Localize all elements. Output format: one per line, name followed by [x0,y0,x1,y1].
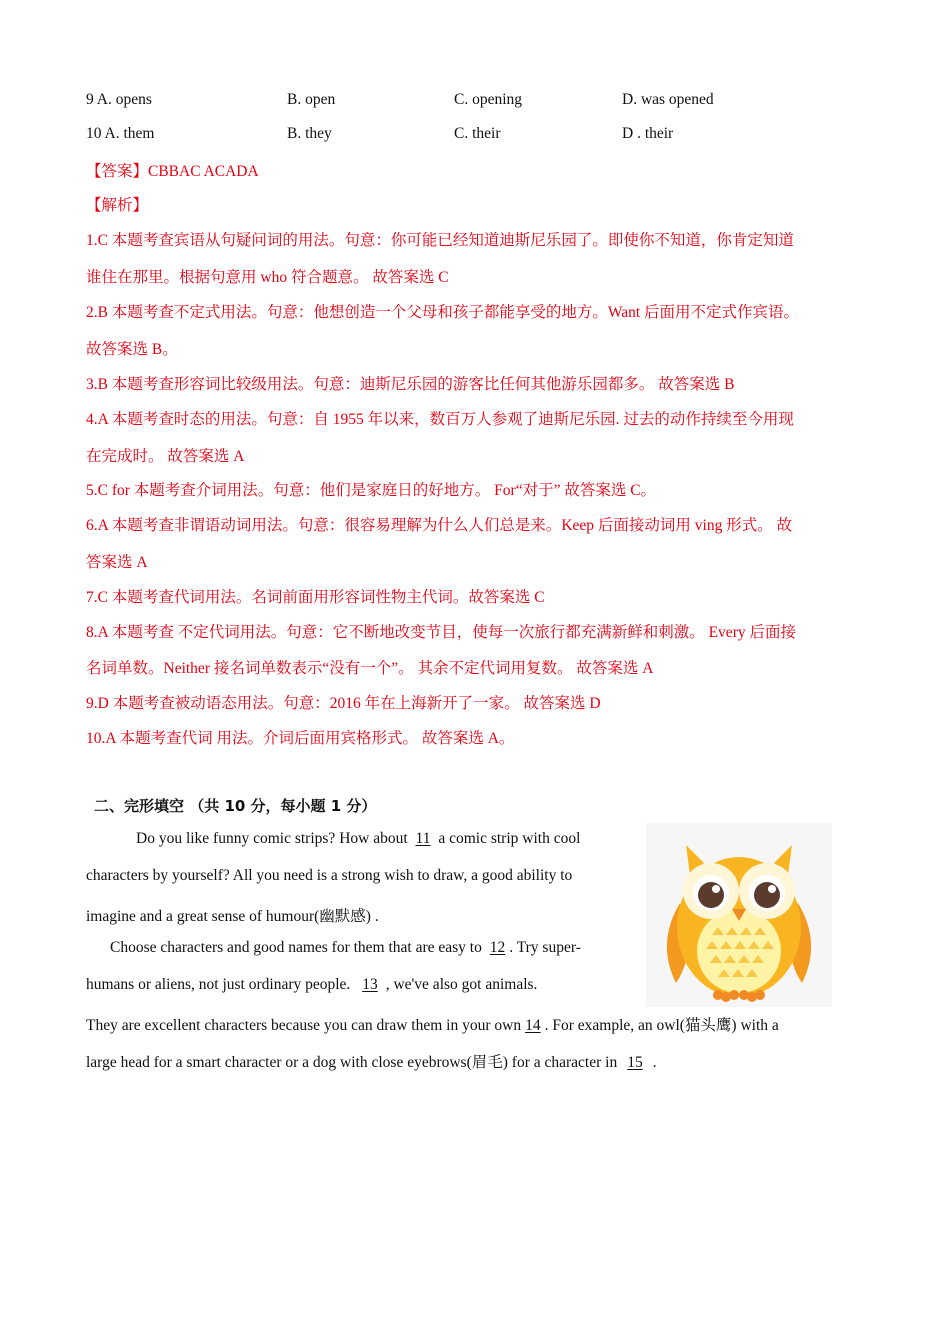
analysis-line: 1.C 本题考查宾语从句疑问词的用法。句意：你可能已经知道迪斯尼乐园了。即使你不知道，你肯定知道 [86,232,794,249]
passage-line: They are excellent characters because you can draw them in your own 14 . For example, an owl(猫头鹰) with a [86,1017,779,1034]
analysis-line: 10.A 本题考查代词 用法。介词后面用宾格形式。 故答案选 A。 [86,730,515,747]
blank-13[interactable]: 13 [362,976,378,993]
options-row-9 [86,91,866,113]
blank-14[interactable]: 14 [525,1017,541,1034]
passage-line: humans or aliens, not just ordinary people. 13 , we've also got animals. [86,976,538,993]
section-title: 二、完形填空 （共 10 分，每小题 1 分） [94,797,377,815]
option-c: C. opening [454,91,523,108]
analysis-line: 名词单数。Neither 接名词单数表示“没有一个”。 其余不定代词用复数。 故答案选 A [86,660,654,677]
analysis-line: 2.B 本题考查不定式用法。句意：他想创造一个父母和孩子都能享受的地方。Want 后面用不定式作宾语。 [86,304,800,321]
options-row-10 [86,125,866,147]
option-a: 10 A. them [86,125,155,142]
analysis-line: 7.C 本题考查代词用法。名词前面用形容词性物主代词。故答案选 C [86,589,545,606]
owl-icon [646,823,832,1007]
analysis-line: 8.A 本题考查 不定代词用法。句意：它不断地改变节目，使每一次旅行都充满新鲜和刺激。 Every 后面接 [86,624,796,641]
option-d: D. was opened [622,91,714,108]
passage-line: characters by yourself? All you need is a strong wish to draw, a good ability to [86,867,573,884]
analysis-line: 6.A 本题考查非谓语动词用法。句意：很容易理解为什么人们总是来。Keep 后面接动词用 ving 形式。 故 [86,517,793,534]
passage-line: Do you like funny comic strips? How about 11 a comic strip with cool [136,830,581,847]
blank-12[interactable]: 12 [489,939,506,956]
analysis-line: 3.B 本题考查形容词比较级用法。句意：迪斯尼乐园的游客比任何其他游乐园都多。 故答案选 B [86,376,735,393]
analysis-heading: 【解析】 [86,197,149,214]
blank-15[interactable]: 15 [627,1054,643,1071]
passage-line: Choose characters and good names for them that are easy to 12 . Try super- [110,939,581,956]
analysis-line: 在完成时。 故答案选 A [86,448,245,465]
option-b: B. they [287,125,332,142]
answer-line: 【答案】CBBAC ACADA [86,163,259,180]
analysis-line: 谁住在那里。根据句意用 who 符合题意。 故答案选 C [86,269,449,286]
analysis-line: 故答案选 B。 [86,341,178,358]
passage-line: imagine and a great sense of humour(幽默感) . [86,908,379,925]
option-a: 9 A. opens [86,91,152,108]
blank-11[interactable]: 11 [415,830,431,847]
analysis-line: 5.C for 本题考查介词用法。句意：他们是家庭日的好地方。 For“对于” 故答案选 C。 [86,482,657,499]
option-d: D . their [622,125,674,142]
analysis-line: 9.D 本题考查被动语态用法。句意：2016 年在上海新开了一家。 故答案选 D [86,695,601,712]
analysis-line: 4.A 本题考查时态的用法。句意：自 1955 年以来，数百万人参观了迪斯尼乐园. 过去的动作持续至今用现 [86,411,794,428]
owl-illustration-icon [646,823,832,1007]
analysis-line: 答案选 A [86,554,148,571]
option-b: B. open [287,91,336,108]
option-c: C. their [454,125,501,142]
passage-line: large head for a smart character or a dog with close eyebrows(眉毛) for a character in 15 . [86,1054,657,1071]
